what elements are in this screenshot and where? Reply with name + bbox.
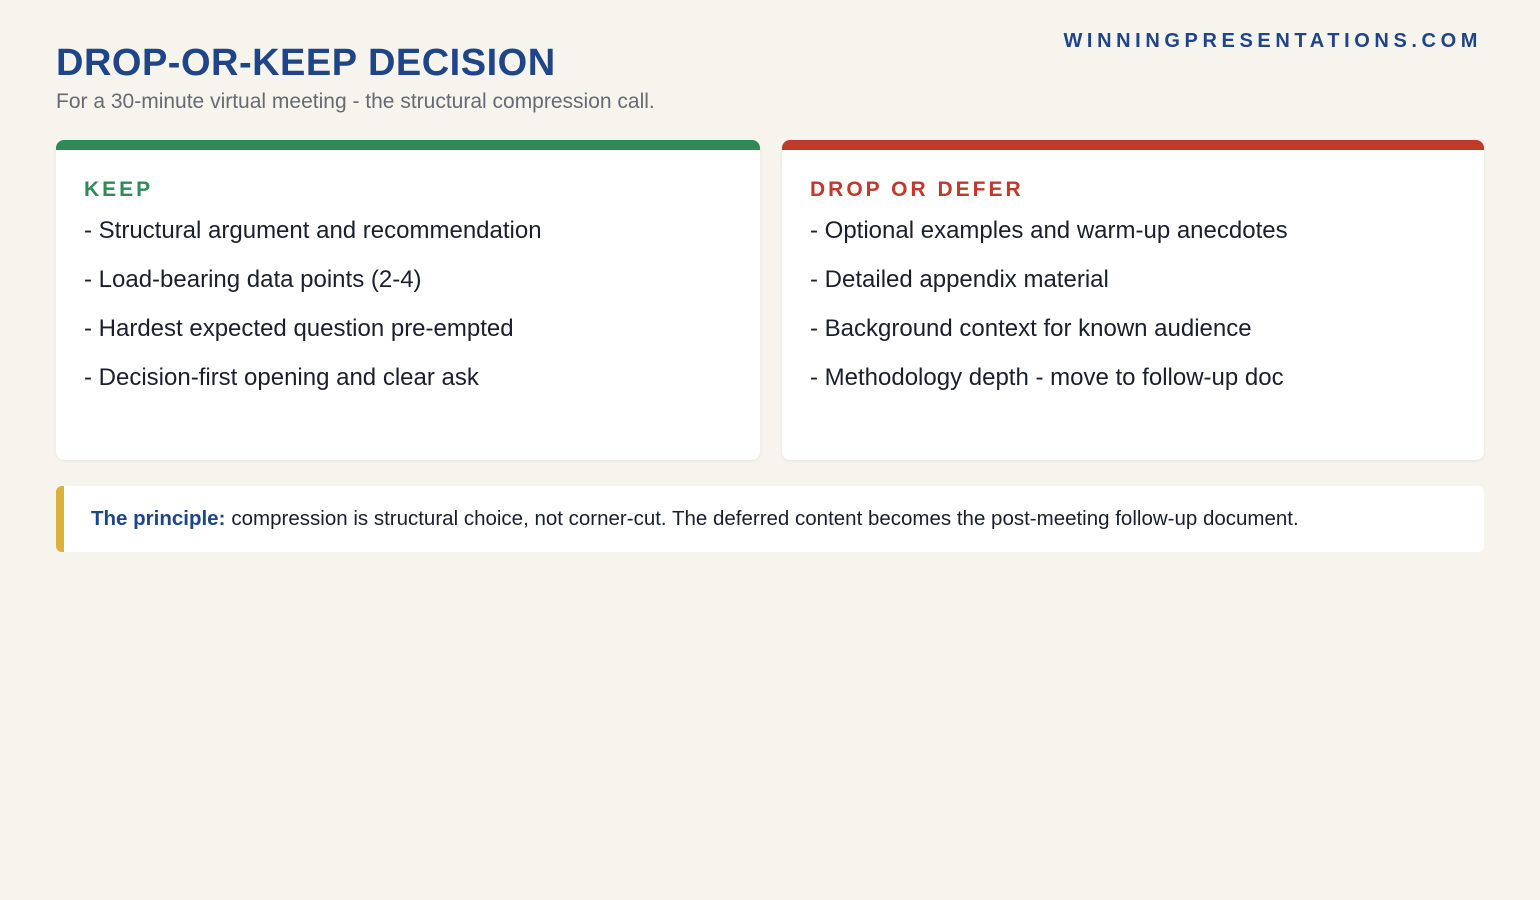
keep-list-item: - Structural argument and recommendation bbox=[84, 217, 542, 244]
drop-list bbox=[810, 214, 1288, 410]
drop-list-item: - Detailed appendix material bbox=[810, 266, 1109, 293]
keep-list-item: - Hardest expected question pre-empted bbox=[84, 315, 514, 342]
brand-wordmark: WINNINGPRESENTATIONS.COM bbox=[1063, 30, 1482, 52]
drop-card-accent-bar bbox=[782, 140, 1484, 150]
keep-list-item: - Load-bearing data points (2-4) bbox=[84, 266, 422, 293]
drop-list-item: - Optional examples and warm-up anecdotes bbox=[810, 217, 1288, 244]
keep-card-accent-bar bbox=[56, 140, 760, 150]
keep-card-heading: KEEP bbox=[84, 178, 154, 201]
drop-list-item: - Background context for known audience bbox=[810, 315, 1252, 342]
keep-list bbox=[84, 214, 542, 410]
keep-list-item: - Decision-first opening and clear ask bbox=[84, 364, 479, 391]
drop-card-heading: DROP OR DEFER bbox=[810, 178, 1024, 201]
page-title: DROP-OR-KEEP DECISION bbox=[56, 42, 556, 84]
drop-card bbox=[782, 140, 1484, 460]
drop-list-item: - Methodology depth - move to follow-up doc bbox=[810, 364, 1284, 391]
keep-card bbox=[56, 140, 760, 460]
principle-text: compression is structural choice, not corner-cut. The deferred content becomes the post-meeting follow-up document. bbox=[231, 507, 1299, 530]
page-subtitle: For a 30-minute virtual meeting - the structural compression call. bbox=[56, 90, 655, 113]
principle-callout bbox=[56, 486, 1484, 552]
principle-label: The principle: bbox=[91, 507, 226, 530]
